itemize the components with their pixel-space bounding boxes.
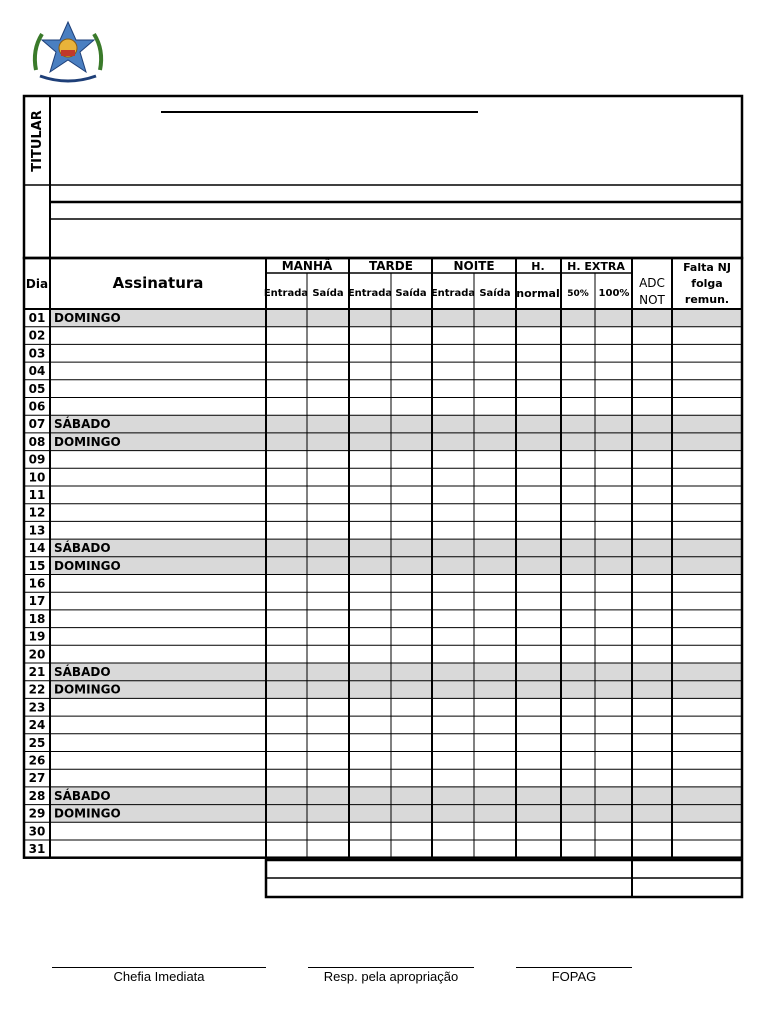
day-number: 30 (28, 824, 46, 839)
weekend-row-fill (50, 433, 742, 451)
col-h: H. (531, 260, 545, 273)
day-number: 27 (28, 771, 46, 786)
day-label: SÁBADO (54, 665, 111, 679)
day-number: 01 (28, 311, 46, 325)
day-number: 14 (28, 541, 46, 556)
day-number: 26 (28, 753, 46, 768)
day-number: 05 (28, 381, 46, 396)
day-number: 21 (28, 665, 46, 679)
col-100pct: 100% (598, 288, 630, 299)
col-not: NOT (639, 293, 665, 307)
weekend-rows (50, 309, 742, 822)
col-entrada: Entrada (430, 288, 476, 299)
signature-label-resp: Resp. pela apropriação (323, 969, 459, 984)
day-number: 18 (28, 611, 46, 626)
day-label: DOMINGO (54, 311, 121, 325)
weekend-row-fill (50, 415, 742, 433)
day-number: 08 (28, 434, 46, 449)
weekend-row-fill (50, 309, 742, 327)
col-h-extra: H. EXTRA (567, 260, 625, 273)
day-number: 15 (28, 558, 46, 573)
day-number: 22 (28, 682, 46, 697)
day-number: 20 (28, 647, 46, 662)
col-noite: NOITE (453, 259, 495, 273)
day-number: 28 (28, 788, 46, 803)
day-label: SÁBADO (54, 788, 111, 803)
day-number: 24 (28, 718, 46, 733)
col-entrada: Entrada (347, 288, 393, 299)
signature-line-chefia (52, 967, 266, 968)
signature-label-fopag: FOPAG (551, 969, 597, 984)
day-number: 02 (28, 328, 46, 343)
signature-label-chefia: Chefia Imediata (113, 969, 205, 984)
day-number: 09 (28, 452, 46, 467)
day-label: SÁBADO (54, 541, 111, 556)
day-number: 25 (28, 735, 46, 750)
weekend-row-fill (50, 539, 742, 557)
day-number: 31 (28, 842, 46, 856)
day-number: 04 (28, 364, 46, 379)
day-number: 06 (28, 399, 46, 414)
day-number: 10 (28, 470, 46, 485)
col-saida: Saída (479, 288, 511, 299)
col-50pct: 50% (567, 289, 589, 299)
weekend-row-fill (50, 681, 742, 699)
header-box (24, 96, 742, 258)
col-saida: Saída (312, 288, 344, 299)
weekend-row-fill (50, 557, 742, 575)
day-number: 07 (28, 417, 46, 432)
col-adc: ADC (639, 276, 665, 290)
col-assinatura: Assinatura (112, 274, 204, 292)
col-falta-1: Falta NJ (683, 261, 731, 274)
table-grid (24, 96, 742, 897)
day-number: 12 (28, 505, 46, 520)
day-label: DOMINGO (54, 434, 121, 449)
day-number: 19 (28, 629, 46, 644)
weekend-row-fill (50, 787, 742, 805)
day-number: 13 (28, 523, 46, 538)
col-falta-3: remun. (684, 293, 730, 306)
weekend-row-fill (50, 663, 742, 681)
day-number: 17 (28, 594, 46, 609)
day-number: 11 (28, 488, 46, 502)
day-label: SÁBADO (54, 417, 111, 432)
day-number: 16 (28, 576, 46, 591)
col-manha: MANHÃ (281, 259, 333, 273)
signature-line-fopag (516, 967, 632, 968)
weekend-row-fill (50, 805, 742, 823)
signature-line-resp (308, 967, 474, 968)
day-number: 29 (28, 806, 46, 821)
day-label: DOMINGO (54, 682, 121, 697)
col-dia: Dia (25, 277, 49, 291)
day-number: 03 (28, 346, 46, 361)
col-normal: normal (516, 287, 560, 300)
day-label: DOMINGO (54, 806, 121, 821)
day-label: DOMINGO (54, 558, 121, 573)
col-falta-2: folga (691, 277, 723, 290)
day-number: 23 (28, 700, 46, 715)
titular-label: TITULAR (30, 110, 45, 172)
col-entrada: Entrada (263, 288, 309, 299)
col-tarde: TARDE (369, 259, 413, 273)
col-saida: Saída (395, 288, 427, 299)
